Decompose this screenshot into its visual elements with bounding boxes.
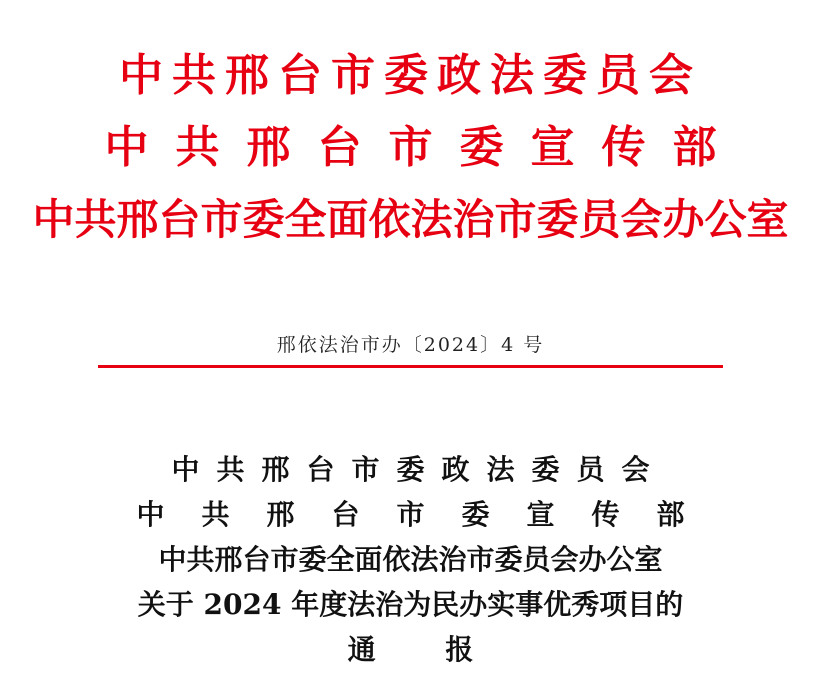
- title-line-5: 通 报: [347, 632, 474, 666]
- title-line-3: 中共邢台市委全面依法治市委员会办公室: [158, 542, 663, 576]
- document-number: 邢依法治市办〔2024〕4 号: [276, 334, 545, 356]
- header-authority-politics-law-committee: 中共邢台市委政法委员会: [119, 50, 702, 101]
- title-line-2: 中共邢台市委宣传部: [136, 497, 722, 531]
- title-line-4: 关于 2024 年度法治为民办实事优秀项目的: [137, 587, 684, 621]
- document-title: [0, 445, 821, 670]
- header-authority-publicity-department: 中共邢台市委宣传部: [104, 122, 744, 173]
- title-line-1: 中共邢台市委政法委员会: [171, 452, 667, 486]
- issuing-authority-header: [0, 40, 821, 256]
- red-divider-line: [98, 365, 723, 368]
- header-authority-rule-of-law-office: 中共邢台市委全面依法治市委员会办公室: [32, 195, 789, 244]
